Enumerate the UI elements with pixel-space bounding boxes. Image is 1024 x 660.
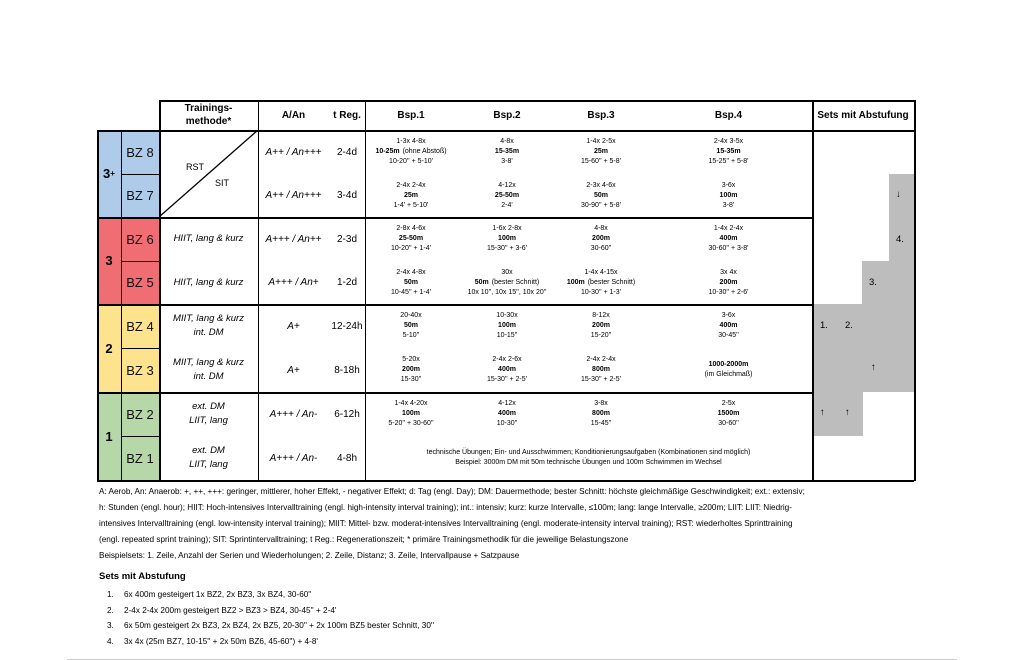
distance-value: 50m [403,322,418,329]
distance-value: 100m [402,410,420,417]
example-distance [498,365,516,375]
grid-line [159,100,914,102]
example-reps: 2-3x 4-6x [586,181,616,189]
example-pause: 30-60'' + 3-8' [708,245,749,252]
example-reps: 2-4x 4-8x [396,268,426,276]
zone-label: BZ 2 [126,406,154,422]
distance-value: 200m [592,322,610,329]
distance-value: 200m [719,278,738,286]
example-pause: 30-90'' + 5-8' [580,201,621,209]
method-label: MIIT, lang & kurz int. DM [173,313,244,338]
header-methode: Trainings- methode* [184,103,233,127]
example-set [365,392,457,436]
example-reps: 1-4x 2-5x [586,138,616,145]
example-set [457,348,557,392]
sets-list-number: 4. [107,636,114,646]
example-distance [592,365,610,375]
grid-line [812,100,814,481]
effect-label: A+++ / An++ [265,233,322,245]
example-reps: 2-4x 2-4x [586,356,616,363]
example-pause: 10x 10'', 10x 15'', 10x 20'' [467,288,547,296]
grid-line [97,130,914,132]
example-set [645,217,812,261]
sets-step-1: 1. [820,320,828,331]
example-distance [495,147,519,157]
legend-line: Beispielsets: 1. Zeile, Anzahl der Serien und Wiederholungen; 2. Zeile, Distanz; 3. Zeile, Intervallpause + Satzpause [99,551,520,560]
distance-value: 100m [498,322,516,329]
example-distance [720,321,738,331]
distance-value: 1000-2000m [708,361,749,368]
sets-list-text: 6x 400m gesteigert 1x BZ2, 2x BZ3, 3x BZ4, 30-60'' [124,590,312,599]
sets-title: Sets mit Abstufung [99,571,186,582]
example-set [365,261,457,304]
example-pause: 5-10'' [402,332,420,339]
distance-value: 50m [593,191,608,199]
example-distance [404,321,418,331]
header-treg: t Reg. [333,109,361,121]
example-distance [404,191,418,201]
arrow-down-icon: ↓ [896,189,901,200]
effect-label: A+ [287,320,300,332]
effect-label: A+++ / An- [269,452,318,464]
example-distance [594,191,608,201]
example-span-line: technische Übungen; Ein- und Ausschwimmen; Konditionierungsaufgaben (Kombinationen sind möglich) [426,449,751,456]
grid-line [258,100,259,481]
example-span [365,436,812,480]
zone-label: BZ 4 [126,318,154,334]
example-pause: 15-60'' + 5-8' [580,158,621,165]
distance-value: 400m [498,410,516,417]
distance-value: 15-35m [494,148,520,155]
example-pause: 10-15'' [496,332,518,339]
example-reps: 1-6x 2-8x [492,225,522,232]
distance-value: 800m [592,366,610,373]
sets-list-number: 1. [107,590,114,599]
example-pause: 10-20'' + 5-10' [389,158,433,165]
example-pause: 15-45'' [590,420,612,427]
example-set [365,348,457,392]
example-reps: 2-4x 2-4x [396,181,426,189]
sets-step-2: 2. [845,320,853,331]
effect-label: A++ / An+++ [265,190,322,201]
example-distance [705,360,753,380]
distance-value: 10-25m [375,148,400,155]
sets-list [107,587,434,649]
example-pause: 15-30'' + 3-6' [486,245,527,252]
method-label: HIIT, lang & kurz [173,233,244,244]
example-distance [399,234,423,244]
arrow-up-icon: ↑ [871,362,876,373]
stage-label [97,304,121,392]
grid-line [97,392,812,394]
example-pause: 30-60'' [590,245,612,252]
example-set [365,174,457,217]
header-sets: Sets mit Abstufung [817,109,909,121]
example-pause: 1-4' + 5-10' [393,201,429,209]
sets-list-item [107,634,434,650]
stage-label [97,217,121,304]
method-label: HIIT, lang & kurz [173,276,244,288]
grid-line [97,130,99,481]
example-reps: 20-40x [400,312,422,319]
distance-value: 25-50m [494,191,520,199]
example-set [557,348,645,392]
sets-list-number: 3. [107,621,114,630]
example-pause: 10-20'' + 1-4' [390,245,431,252]
sets-gradient-cell [812,304,914,392]
regeneration-time: 8-18h [334,364,360,376]
distance-value: 25m [403,191,418,199]
grid-line [121,436,159,437]
sets-list-item [107,587,434,603]
stage-superscript: + [110,169,115,178]
example-distance [592,321,610,331]
distance-value: 50m [403,278,418,286]
example-reps: 10-30x [496,312,518,319]
regeneration-time: 12-24h [331,320,363,332]
header-b3: Bsp.3 [587,109,615,121]
regeneration-time: 2-4d [336,146,357,158]
example-distance [567,278,635,288]
distance-note: (bester Schnitt) [587,278,636,286]
zone-label: BZ 1 [126,450,154,466]
example-reps: 2-4x 2-6x [492,356,522,363]
effect-label: A+ [287,364,300,376]
stage-number: 2 [105,340,113,356]
sets-list-item [107,603,434,619]
legend-line: (engl. repeated sprint training); SIT: Sprintintervalltraining; t Reg.: Regenerationszeit; * primäre Trainingsmethodik für die jeweilige Belastungszone [99,535,629,544]
example-set [557,217,645,261]
method-label: MIIT, lang & kurz int. DM [173,357,244,382]
example-pause: 15-20'' [590,332,612,339]
distance-note: (im Gleichmaß) [704,371,753,378]
example-pause: 10-30'' + 1-3' [580,288,621,296]
zone-label: BZ 3 [126,362,154,378]
stage-number: 1 [105,428,113,444]
distance-value: 100m [566,278,585,286]
distance-value: 100m [498,235,516,242]
example-set [365,130,457,174]
grid-line [121,348,159,349]
sets-gradient-cell [889,174,914,217]
zone-label: BZ 5 [126,275,154,290]
legend-line: h: Stunden (engl. hour); HIIT: Hoch-intensives Intervalltraining (engl. high-intensity interval training); int.: intensiv; kurz: kurze Intervalle, ≤100m; lang: lange Intervalle, ≥200m; LIIT: LIIT: Niedrig- [99,503,792,512]
effect-label: A+++ / An- [269,408,318,420]
example-distance [404,278,418,288]
example-set [557,261,645,304]
effect-label: A+++ / An+ [268,277,319,288]
grid-line [121,261,159,262]
example-set [557,304,645,348]
example-pause: 3-8' [722,201,735,209]
example-reps: 4-12x [498,400,516,407]
example-distance [720,234,738,244]
effect-label: A++ / An+++ [265,146,322,158]
regeneration-time: 1-2d [336,277,357,288]
header-b1: Bsp.1 [397,109,425,121]
example-pause: 10-30'' + 2-6' [708,288,749,296]
example-set [557,174,645,217]
legend-line: intensives Intervalltraining (engl. low-intensity interval training); MIIT: Mittel- bzw. moderat-intensives Intervalltraining (engl. moderate-intensity interval training); RST: wiederholtes Sprinttraining [99,519,793,528]
grid-line [97,217,812,219]
grid-line [97,304,812,306]
example-distance [498,321,516,331]
example-set [457,217,557,261]
example-distance [594,147,608,157]
distance-value: 15-35m [716,148,741,155]
example-distance [495,191,519,201]
example-reps: 3-6x [721,312,736,319]
regeneration-time: 6-12h [334,408,360,420]
stage-number: 3 [103,166,111,181]
example-reps: 5-20x [402,356,420,363]
example-set [645,304,812,348]
regeneration-time: 4-8h [336,452,357,464]
sit-label: SIT [215,178,230,188]
sets-list-text: 3x 4x (25m BZ7, 10-15'' + 2x 50m BZ6, 45-60'') + 4-8' [124,636,318,646]
distance-value: 25-50m [398,235,424,242]
example-reps: 1-4x 4-20x [394,400,428,407]
example-set [645,130,812,174]
arrow-up-icon: ↑ [820,407,825,418]
distance-value: 200m [402,366,420,373]
stage-label [97,392,121,480]
example-set [457,304,557,348]
example-reps: 1-3x 4-8x [396,138,426,145]
example-pause: 15-25'' + 5-8' [708,158,749,165]
sets-list-text: 2-4x 2-4x 200m gesteigert BZ2 > BZ3 > BZ4, 30-45'' + 2-4' [124,605,337,615]
regeneration-time: 2-3d [336,233,357,245]
example-set [457,392,557,436]
example-reps: 3-8x [594,400,608,407]
example-reps: 30x [501,268,513,276]
example-set [645,174,812,217]
example-distance [402,409,420,419]
distance-value: 25m [593,148,608,155]
example-reps: 4-12x [498,181,516,189]
distance-value: 400m [719,322,738,329]
example-pause: 3-8' [501,158,513,165]
zone-label: BZ 7 [126,188,154,203]
example-pause: 5-20'' + 30-60'' [388,420,434,427]
example-pause: 10-30'' [496,420,518,427]
distance-value: 100m [719,191,738,199]
example-reps: 8-12x [592,312,610,319]
header-b2: Bsp.2 [493,109,521,121]
example-pause: 2-4' [501,201,513,209]
sets-step-4: 4. [896,234,904,245]
example-distance [402,365,420,375]
header-aan: A/An [281,109,306,121]
header-b4: Bsp.4 [714,109,743,121]
grid-line [97,480,914,482]
example-pause: 15-30'' [400,376,422,383]
grid-line [914,100,916,481]
example-reps: 2-5x [721,400,736,407]
sets-step-3: 3. [869,277,877,288]
example-span-line: Beispiel: 3000m DM mit 50m technische Übungen und 100m Schwimmen im Wechsel [455,459,722,466]
example-reps: 2-4x 3-5x [713,138,744,145]
example-reps: 2-8x 4-6x [396,225,426,232]
example-reps: 1-4x 4-15x [584,268,618,276]
example-set [645,261,812,304]
distance-note: (ohne Abstoß) [402,148,447,155]
regeneration-time: 3-4d [336,190,357,201]
example-distance [498,234,516,244]
grid-line [121,130,122,481]
sets-list-text: 6x 50m gesteigert 2x BZ3, 2x BZ4, 2x BZ5, 20-30'' + 2x 100m BZ5 bester Schnitt, 30'' [124,621,435,630]
distance-value: 1500m [717,410,740,417]
example-distance [375,147,446,157]
zone-label: BZ 8 [126,144,154,160]
example-set [645,348,812,392]
example-pause: 30-60'' [718,420,739,427]
stage-number: 3 [105,253,113,268]
method-label: ext. DM LIIT, lang [189,445,228,470]
example-reps: 4-8x [500,138,514,145]
example-set [457,261,557,304]
example-pause: 10-45'' + 1-4' [390,288,431,296]
example-pause: 15-30'' + 2-5' [580,376,621,383]
example-set [365,217,457,261]
distance-value: 400m [498,366,516,373]
sets-list-item [107,618,434,634]
example-distance [720,278,738,288]
distance-value: 800m [592,410,610,417]
example-set [645,392,812,436]
distance-value: 50m [474,278,489,286]
example-reps: 3-6x [721,181,736,189]
example-distance [718,409,740,419]
example-reps: 4-8x [594,225,608,232]
example-distance [720,191,738,201]
example-set [457,174,557,217]
stage-label [97,130,121,217]
example-set [557,130,645,174]
distance-value: 200m [592,235,610,242]
grid-line [365,100,366,481]
method-label: ext. DM LIIT, lang [189,401,228,426]
legend-line: A: Aerob, An: Anaerob: +, ++, +++: geringer, mittlerer, hoher Effekt, - negativer Effekt; d: Tag (engl. Day); DM: Dauermethode; bester Schnitt: höchste gleichmäßige Geschwindigkeit; ext.: extensiv; [99,487,805,496]
distance-value: 400m [719,235,738,242]
rst-label: RST [186,162,204,172]
example-distance [592,234,610,244]
example-reps: 1-4x 2-4x [713,225,744,232]
grid-line [121,174,159,175]
sets-list-number: 2. [107,605,114,615]
example-distance [475,278,539,288]
example-set [457,130,557,174]
grid-line [159,100,161,481]
distance-note: (bester Schnitt) [491,278,540,286]
rst-sit-diagonal [159,130,258,217]
example-reps: 3x 4x [720,268,737,276]
arrow-up-icon: ↑ [845,407,850,418]
example-set [557,392,645,436]
example-pause: 15-30'' + 2-5' [486,376,527,383]
example-distance [498,409,516,419]
zone-label: BZ 6 [126,231,154,247]
example-pause: 30-45'' [718,332,739,339]
example-distance [716,147,740,157]
example-distance [592,409,610,419]
example-set [365,304,457,348]
